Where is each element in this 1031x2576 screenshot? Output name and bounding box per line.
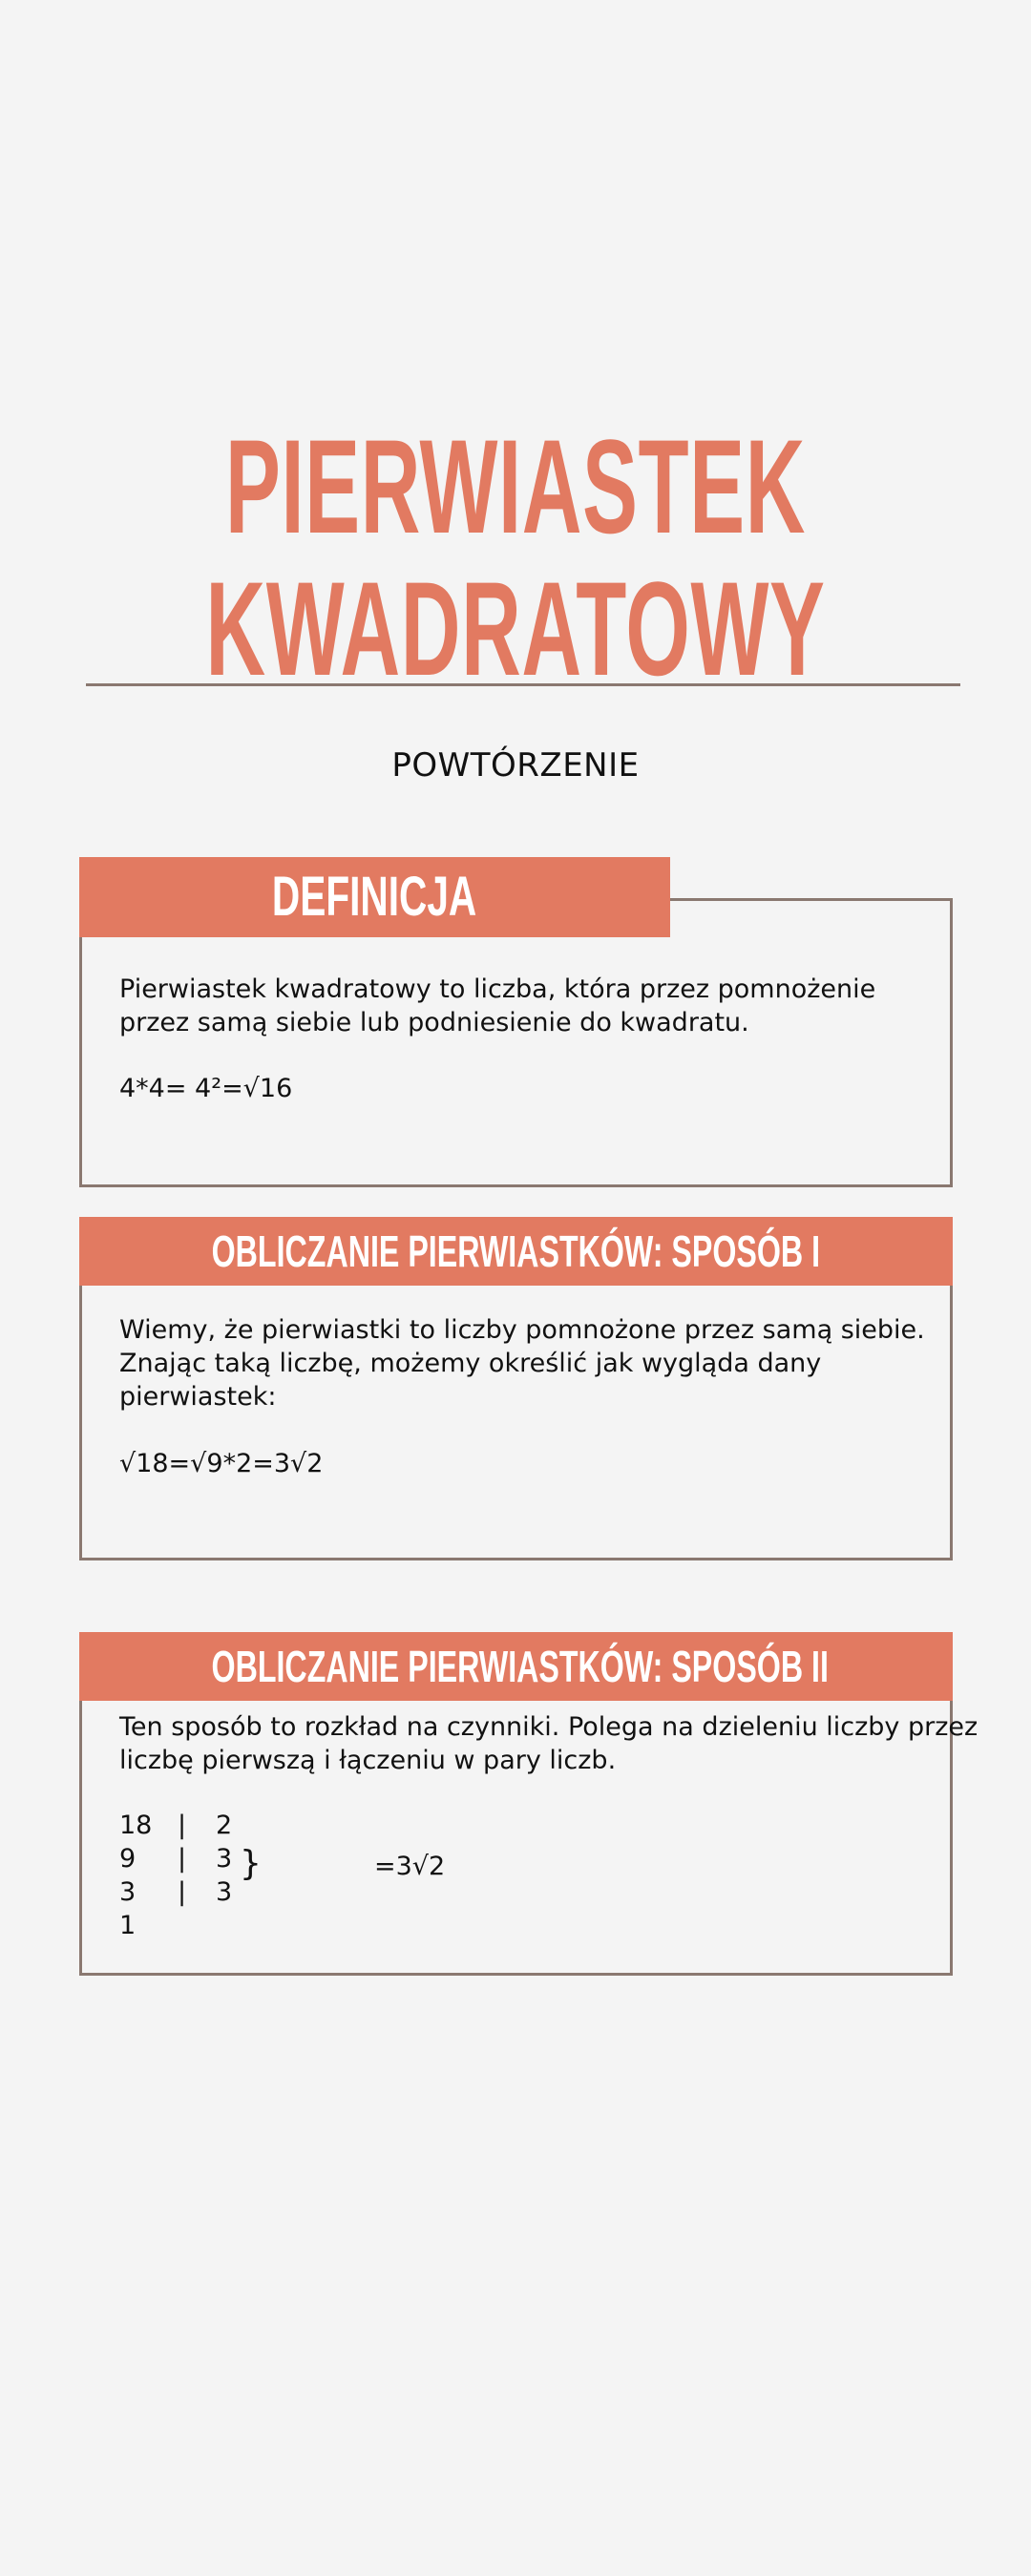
factor-right: 3 — [216, 1877, 233, 1907]
definition-box — [79, 898, 953, 1187]
method2-text — [119, 1710, 978, 1777]
title-divider — [86, 683, 960, 686]
factor-left: 1 — [119, 1911, 137, 1940]
factor-brace: } — [240, 1844, 262, 1883]
method1-heading: OBLICZANIE PIERWIASTKÓW: SPOSÓB I — [211, 1226, 821, 1276]
method1-text-line: Wiemy, że pierwiastki to liczby pomnożone przez samą siebie. — [119, 1315, 925, 1345]
definition-text — [119, 973, 875, 1039]
method2-text-line: Ten sposób to rozkład na czynniki. Polega na dzieleniu liczby przez — [119, 1712, 978, 1742]
definition-heading: DEFINICJA — [272, 866, 477, 928]
method2-heading: OBLICZANIE PIERWIASTKÓW: SPOSÓB II — [211, 1642, 829, 1691]
title-line-1: PIERWIASTEK — [224, 411, 807, 561]
method2-text-line: liczbę pierwszą i łączeniu w pary liczb. — [119, 1746, 617, 1775]
method1-text-line: Znając taką liczbę, możemy określić jak wygląda dany — [119, 1349, 822, 1378]
factor-left: 18 — [119, 1811, 153, 1840]
factor-separator: | — [178, 1811, 187, 1840]
factor-right: 3 — [216, 1844, 233, 1874]
title-line-2: KWADRATOWY — [205, 554, 826, 703]
factor-right: 2 — [216, 1811, 233, 1840]
method1-example: √18=√9*2=3√2 — [119, 1449, 324, 1478]
method1-text — [119, 1313, 925, 1414]
definition-text-line: przez samą siebie lub podniesienie do kwadratu. — [119, 1008, 749, 1037]
definition-heading-band — [79, 857, 670, 937]
definition-example: 4*4= 4²=√16 — [119, 1074, 293, 1103]
factor-result: =3√2 — [374, 1852, 446, 1881]
factor-left: 3 — [119, 1877, 137, 1907]
method2-heading-band — [79, 1632, 953, 1701]
subtitle: POWTÓRZENIE — [391, 746, 640, 785]
factor-separator: | — [178, 1844, 187, 1874]
factor-separator: | — [178, 1877, 187, 1907]
method1-text-line: pierwiastek: — [119, 1382, 277, 1412]
method1-heading-band — [79, 1217, 953, 1286]
definition-text-line: Pierwiastek kwadratowy to liczba, która przez pomnożenie — [119, 974, 876, 1004]
factor-left: 9 — [119, 1844, 137, 1874]
